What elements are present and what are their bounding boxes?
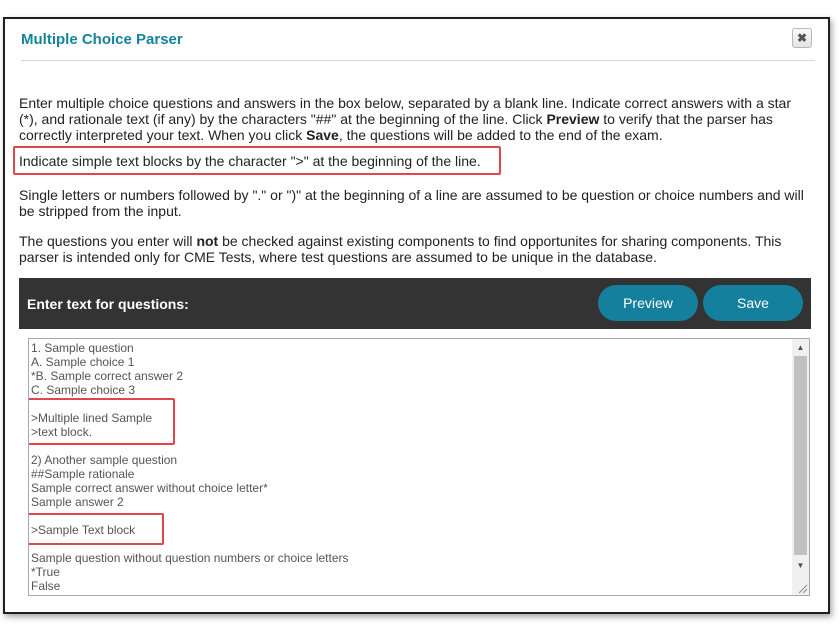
close-icon: ✖ <box>796 31 808 45</box>
vertical-scrollbar[interactable] <box>792 339 809 595</box>
numbering-instruction: Single letters or numbers followed by "." or ")" at the beginning of a line are assumed to be question or choice numbers and will be stripped from the input. <box>19 187 804 219</box>
toolbar-label: Enter text for questions: <box>27 296 189 312</box>
textarea-line: C. Sample choice 3 <box>31 383 136 397</box>
questions-textarea[interactable] <box>28 338 810 596</box>
textarea-line: >Multiple lined Sample <box>31 411 153 425</box>
textarea-line <box>31 397 349 411</box>
textarea-line <box>31 439 349 453</box>
textarea-line: 1. Sample question <box>31 341 134 355</box>
scroll-up-arrow-icon[interactable]: ▲ <box>796 343 805 352</box>
preview-button[interactable]: Preview <box>598 285 698 321</box>
textarea-line: Sample answer 2 <box>31 495 124 509</box>
preview-keyword: Preview <box>546 111 600 127</box>
sharing-notice <box>19 233 811 265</box>
multiple-choice-parser-dialog <box>3 17 830 614</box>
save-keyword: Save <box>306 127 339 143</box>
scroll-down-arrow-icon[interactable]: ▼ <box>796 561 805 570</box>
instructions-paragraph <box>19 95 811 143</box>
notice-text: The questions you enter will <box>19 233 197 249</box>
notice-text: be checked against existing components to find opportunites for sharing components. This parser is intended only for CME Tests, where test questions are assumed to be unique in the database. <box>19 233 782 265</box>
scroll-thumb[interactable] <box>794 356 807 555</box>
textarea-content <box>31 341 349 593</box>
textarea-line: False <box>31 579 61 593</box>
instructions-text: , the questions will be added to the end of the exam. <box>338 127 663 143</box>
close-button[interactable] <box>792 28 812 48</box>
instructions-text: Enter multiple choice questions and answers in the box below, separated by a blank line. Indicate correct answers with a star (*), and rationale text (if any) by the characters "##" at the beginning of the line. Click <box>19 95 791 127</box>
title-divider <box>21 60 815 61</box>
textarea-line: >text block. <box>31 425 93 439</box>
textarea-line: Sample correct answer without choice letter* <box>31 481 268 495</box>
textarea-line: *True <box>31 565 60 579</box>
textarea-line <box>31 509 349 523</box>
textarea-line: A. Sample choice 1 <box>31 355 135 369</box>
textarea-line: >Sample Text block <box>31 523 136 537</box>
textarea-line <box>31 537 349 551</box>
dialog-title: Multiple Choice Parser <box>21 31 183 48</box>
text-block-instruction: Indicate simple text blocks by the character ">" at the beginning of the line. <box>19 153 481 169</box>
textarea-line: *B. Sample correct answer 2 <box>31 369 184 383</box>
questions-toolbar <box>19 278 811 329</box>
instructions-text: to verify that the parser has correctly interpreted your text. When you click <box>19 111 773 143</box>
resize-handle-icon[interactable] <box>796 582 808 594</box>
textarea-line: Sample question without question numbers or choice letters <box>31 551 349 565</box>
textarea-line: ##Sample rationale <box>31 467 135 481</box>
textarea-line: 2) Another sample question <box>31 453 178 467</box>
save-button[interactable]: Save <box>703 285 803 321</box>
not-keyword: not <box>196 233 219 249</box>
